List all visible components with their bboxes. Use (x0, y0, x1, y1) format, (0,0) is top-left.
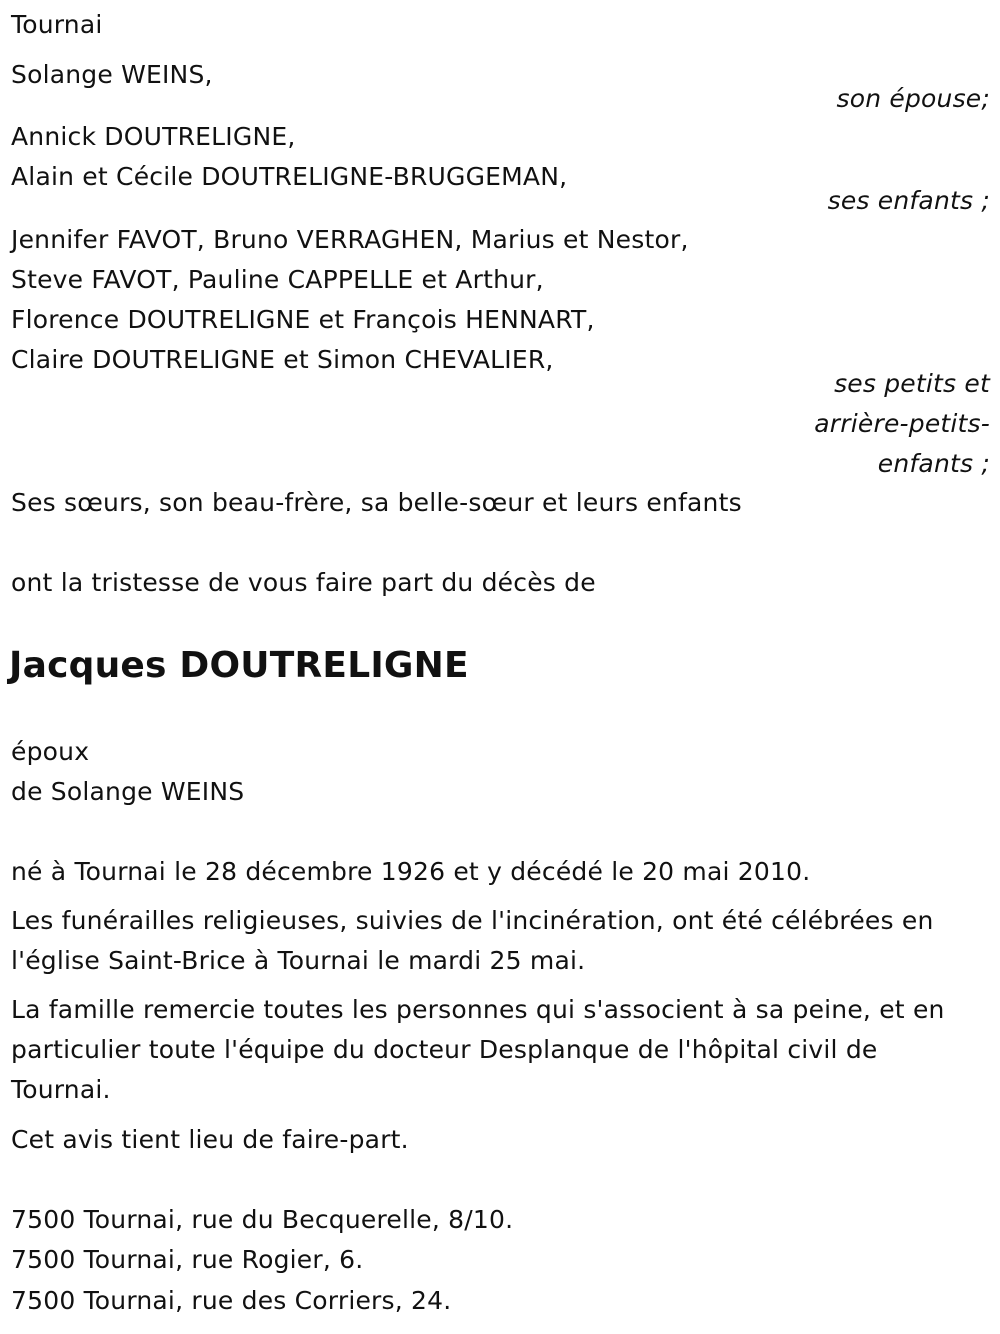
grandchildren-role: ses petits et (834, 369, 990, 398)
child-name: Alain et Cécile DOUTRELIGNE-BRUGGEMAN, (11, 162, 568, 191)
relation-line: époux (11, 737, 90, 766)
address-line: 7500 Tournai, rue des Corriers, 24. (11, 1286, 452, 1315)
funeral-line: Les funérailles religieuses, suivies de l'incinération, ont été célébrées en (11, 906, 934, 935)
grandchild-line: Claire DOUTRELIGNE et Simon CHEVALIER, (11, 345, 554, 374)
notice-line: Cet avis tient lieu de faire-part. (11, 1125, 409, 1154)
grandchildren-role: enfants ; (877, 449, 990, 478)
funeral-line: l'église Saint-Brice à Tournai le mardi 25 mai. (11, 946, 586, 975)
thanks-line: La famille remercie toutes les personnes qui s'associent à sa peine, et en (11, 995, 945, 1024)
grandchild-line: Steve FAVOT, Pauline CAPPELLE et Arthur, (11, 265, 544, 294)
grandchildren-role: arrière-petits- (814, 409, 990, 438)
spouse-name: Solange WEINS, (11, 60, 213, 89)
grandchild-line: Jennifer FAVOT, Bruno VERRAGHEN, Marius et Nestor, (11, 225, 689, 254)
address-line: 7500 Tournai, rue Rogier, 6. (11, 1245, 364, 1274)
deceased-name: Jacques DOUTRELIGNE (9, 645, 469, 686)
relation-line: de Solange WEINS (11, 777, 245, 806)
announcement-text: ont la tristesse de vous faire part du décès de (11, 568, 596, 597)
children-role: ses enfants ; (827, 186, 990, 215)
siblings-line: Ses sœurs, son beau-frère, sa belle-sœur et leurs enfants (11, 488, 742, 517)
location-header: Tournai (11, 10, 103, 39)
spouse-role: son épouse; (836, 84, 990, 113)
grandchild-line: Florence DOUTRELIGNE et François HENNART, (11, 305, 595, 334)
child-name: Annick DOUTRELIGNE, (11, 122, 296, 151)
birth-death-line: né à Tournai le 28 décembre 1926 et y décédé le 20 mai 2010. (11, 857, 811, 886)
thanks-line: particulier toute l'équipe du docteur Desplanque de l'hôpital civil de (11, 1035, 878, 1064)
address-line: 7500 Tournai, rue du Becquerelle, 8/10. (11, 1205, 514, 1234)
thanks-line: Tournai. (11, 1075, 111, 1104)
